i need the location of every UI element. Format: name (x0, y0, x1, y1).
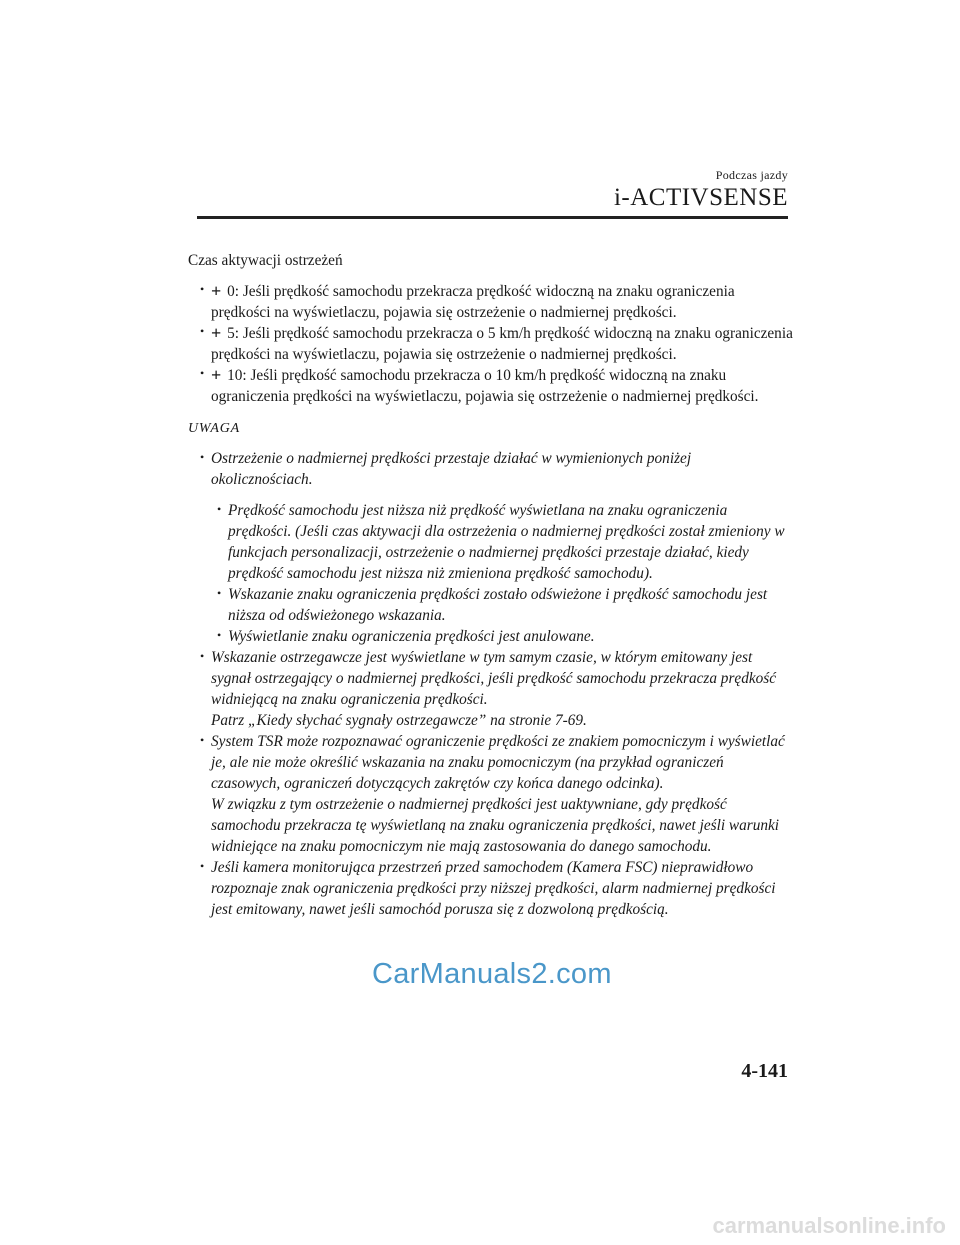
list-item: • Prędkość samochodu jest niższa niż prędkość wyświetlana na znaku ograniczenia prędkości. (Jeśli czas aktywacji dla ostrzeżenia o nadmiernej prędkości został zmieniony w funkcjach personalizacji, ostrzeżenie o nadmiernej prędkości przestaje działać, kiedy prędkość samochodu jest niższa niż zmieniona prędkość samochodu). (211, 500, 794, 584)
list-item: • + 0: Jeśli prędkość samochodu przekracza prędkość widoczną na znaku ograniczenia prędkości na wyświetlaczu, pojawia się ostrzeżenie o nadmiernej prędkości. (200, 281, 735, 321)
bullet-icon: • (200, 649, 205, 663)
note-list (188, 448, 794, 920)
bullet-icon: • (200, 366, 205, 380)
note-label: UWAGA (188, 421, 241, 436)
page-reference: Patrz „Kiedy słychać sygnały ostrzegawcze” na stronie 7-69. (211, 712, 587, 729)
list-item: • Wskazanie ostrzegawcze jest wyświetlane w tym samym czasie, w którym emitowany jest sygnał ostrzegający o nadmiernej prędkości, jeśli prędkość samochodu przekracza prędkość widniejącą na znaku ograniczenia prędkości. Patrz „Kiedy słychać sygnały ostrzegawcze” na stronie 7-69. (188, 647, 794, 731)
page-number: 4-141 (741, 1060, 788, 1082)
list-item: • Jeśli kamera monitorująca przestrzeń przed samochodem (Kamera FSC) nieprawidłowo rozpoznaje znak ograniczenia prędkości przy niższej prędkości, alarm nadmiernej prędkości jest emitowany, nawet jeśli samochód porusza się z dozwoloną prędkością. (188, 857, 794, 920)
bullet-icon: • (200, 282, 205, 296)
plus-icon: + (211, 281, 222, 301)
section-heading: Czas aktywacji ostrzeżeń (188, 252, 343, 269)
header-divider (197, 216, 788, 219)
list-item: • Ostrzeżenie o nadmiernej prędkości przestaje działać w wymienionych poniżej okolicznościach. • Prędkość samochodu jest niższa niż prędkość wyświetlana na znaku ograniczenia prędkości. (Jeśli czas aktywacji dla ostrzeżenia o nadmiernej prędkości został zmieniony w funkcjach personalizacji, ostrzeżenie o nadmiernej prędkości przestaje działać, kiedy prędkość samochodu jest niższa niż zmieniona prędkość samochodu). • Wskazanie znaku ograniczenia prędkości zostało odświeżone i prędkość samochodu jest niższa od odświeżonego wskazania. • Wyświetlanie znaku ograniczenia prędkości jest anulowane. (188, 448, 794, 647)
bullet-icon: • (217, 628, 222, 642)
list-item: • Wskazanie znaku ograniczenia prędkości zostało odświeżone i prędkość samochodu jest niższa od odświeżonego wskazania. (211, 584, 794, 626)
plus-icon: + (211, 323, 222, 343)
activation-timing-list (188, 281, 794, 407)
list-item: • + 5: Jeśli prędkość samochodu przekracza o 5 km/h prędkość widoczną na znaku ograniczenia prędkości na wyświetlaczu, pojawia się ostrzeżenie o nadmiernej prędkości. (200, 323, 793, 363)
bullet-icon: • (200, 733, 205, 747)
sub-list (211, 500, 794, 647)
bullet-icon: • (217, 502, 222, 516)
footer-watermark[interactable]: carmanualsonline.info (712, 1213, 946, 1238)
bullet-icon: • (200, 324, 205, 338)
list-item: • System TSR może rozpoznawać ograniczenie prędkości ze znakiem pomocniczym i wyświetlać je, ale nie może określić wskazania na znaku pomocniczym (na przykład ograniczeń czasowych, ograniczeń dotyczących zakrętów czy końca danego odcinka). W związku z tym ostrzeżenie o nadmiernej prędkości jest uaktywniane, gdy prędkość samochodu przekracza tę wyświetlaną na znaku ograniczenia prędkości, nawet jeśli warunki widniejące na znaku pomocniczym nie mają zastosowania do danego samochodu. (188, 731, 794, 857)
list-item: • + 10: Jeśli prędkość samochodu przekracza o 10 km/h prędkość widoczną na znaku ograniczenia prędkości na wyświetlaczu, pojawia się ostrzeżenie o nadmiernej prędkości. (200, 365, 759, 405)
watermark-link[interactable]: CarManuals2.com (372, 958, 612, 990)
section-subtitle: Podczas jazdy (715, 168, 788, 182)
bullet-icon: • (200, 450, 205, 464)
chapter-title: i-ACTIVSENSE (613, 184, 788, 211)
list-item: • Wyświetlanie znaku ograniczenia prędkości jest anulowane. (211, 626, 794, 647)
bullet-icon: • (200, 859, 205, 873)
plus-icon: + (211, 365, 222, 385)
page-content (188, 250, 794, 920)
bullet-icon: • (217, 586, 222, 600)
